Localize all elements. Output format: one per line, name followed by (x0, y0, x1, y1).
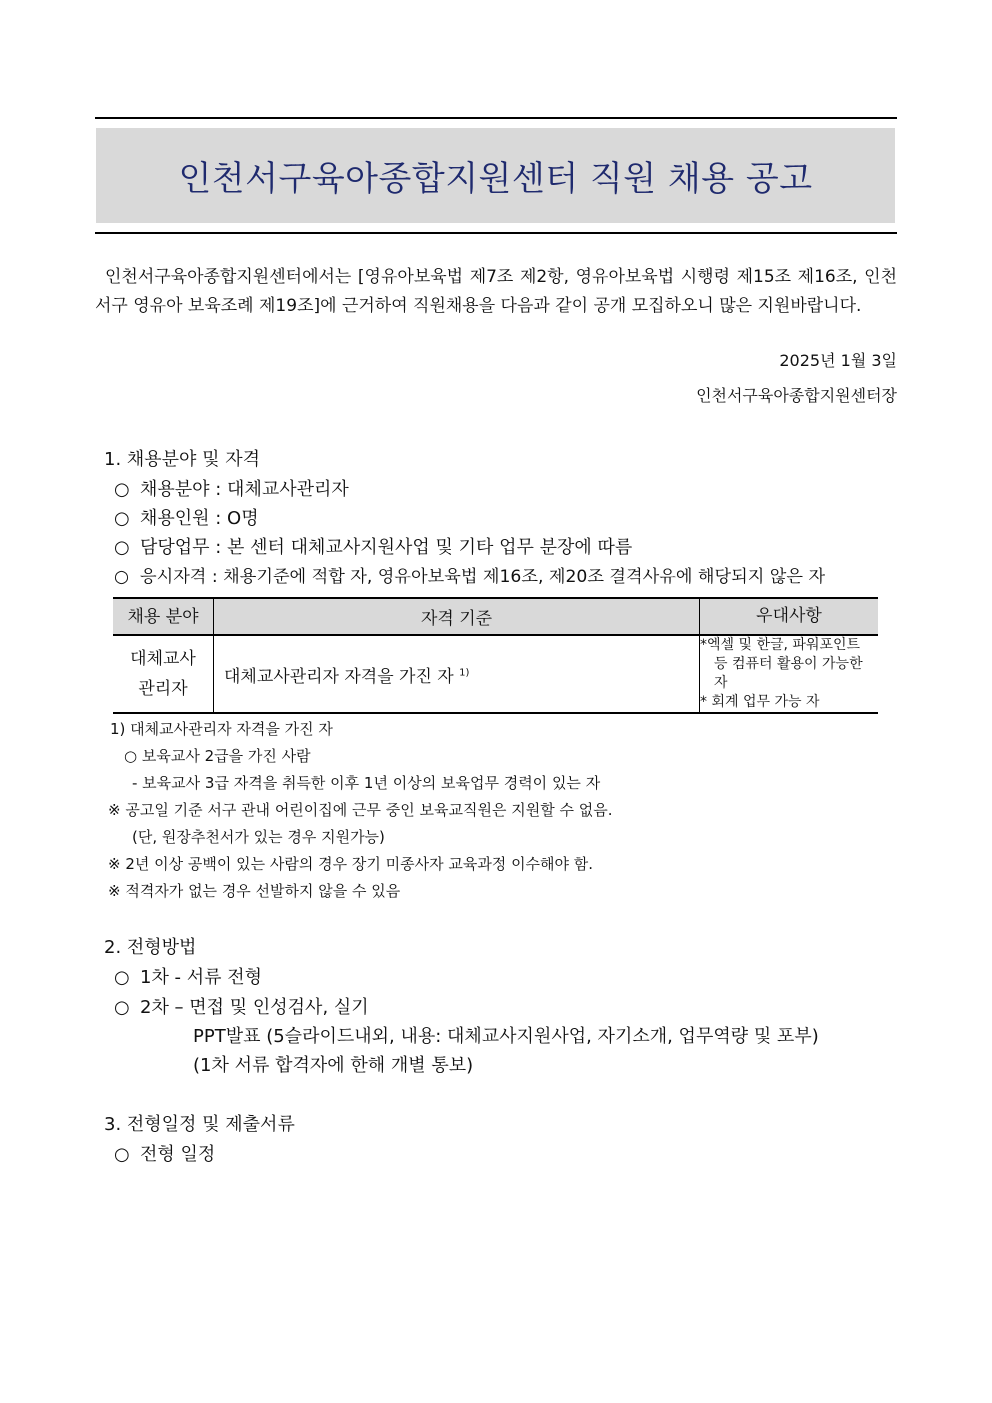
title-bottom-rule (95, 232, 897, 234)
circle-marker: ○ (114, 567, 129, 587)
circle-marker: ○ (114, 537, 130, 558)
item-text: 전형 일정 (140, 1144, 216, 1165)
page-title: 인천서구육아종합지원센터 직원 채용 공고 (178, 159, 813, 199)
item-text: 채용분야 : 대체교사관리자 (140, 479, 349, 500)
table-row (113, 635, 878, 713)
section1-item-duties (114, 533, 632, 559)
item-text: 1차 - 서류 전형 (140, 967, 263, 988)
circle-marker: ○ (114, 997, 130, 1018)
footnote-3: - 보육교사 3급 자격을 취득한 이후 1년 이상의 보육업무 경력이 있는 자 (132, 774, 601, 792)
section3-item-schedule (114, 1140, 215, 1166)
footnote-ref: 1) (459, 666, 470, 678)
table-header-row (113, 598, 878, 635)
cell-preference (700, 635, 879, 713)
preference-line: 등 컴퓨터 활용이 가능한 자 (714, 656, 863, 691)
criteria-text: 대체교사관리자 자격을 가진 자 (224, 666, 454, 687)
preference-line: *엑셀 및 한글, 파워포인트 (700, 637, 861, 653)
section2-sub-ppt: PPT발표 (5슬라이드내외, 내용: 대체교사지원사업, 자기소개, 업무역량 및 포부) (193, 1026, 819, 1047)
section2-sub-notice: (1차 서류 합격자에 한해 개별 통보) (193, 1055, 474, 1076)
section1-item-field (114, 475, 349, 501)
circle-marker: ○ (114, 967, 130, 988)
circle-marker: ○ (114, 1144, 130, 1165)
section2-heading: 2. 전형방법 (104, 937, 197, 958)
circle-marker: ○ (114, 479, 130, 500)
circle-marker: ○ (114, 508, 130, 529)
section1-heading: 1. 채용분야 및 자격 (104, 449, 261, 470)
title-banner (96, 128, 895, 223)
item-text: 2차 – 면접 및 인성검사, 실기 (140, 997, 369, 1018)
section2-item-round2 (114, 993, 369, 1019)
qualification-table (113, 597, 878, 714)
footnote-5: (단, 원장추천서가 있는 경우 지원가능) (132, 828, 385, 846)
item-text: 응시자격 : 채용기준에 적합 자, 영유아보육법 제16조, 제20조 결격사유에 해당되지 않은 자 (140, 567, 826, 587)
signer: 인천서구육아종합지원센터장 (696, 386, 897, 405)
section2-item-round1 (114, 963, 262, 989)
announcement-date: 2025년 1월 3일 (779, 351, 897, 370)
section1-item-headcount (114, 504, 259, 530)
preference-line: * 회계 업무 가능 자 (700, 694, 820, 710)
item-text: 채용인원 : O명 (140, 508, 259, 529)
section3-heading: 3. 전형일정 및 제출서류 (104, 1114, 295, 1135)
header-field: 채용 분야 (113, 598, 214, 635)
field-line: 대체교사 (130, 649, 196, 669)
header-criteria: 자격 기준 (214, 598, 700, 635)
footnote-6: ※ 2년 이상 공백이 있는 사람의 경우 장기 미종사자 교육과정 이수해야 함. (108, 855, 594, 873)
title-top-rule (95, 117, 897, 119)
intro-paragraph: 인천서구육아종합지원센터에서는 [영유아보육법 제7조 제2항, 영유아보육법 시행령 제15조 제16조, 인천 서구 영유아 보육조례 제19조]에 근거하여 직원채용을 다음과 같이 공개 모집하오니 많은 지원바랍니다. (95, 267, 897, 316)
header-preference: 우대사항 (700, 598, 879, 635)
cell-field (113, 635, 214, 713)
footnote-1: 1) 대체교사관리자 자격을 가진 자 (110, 720, 333, 738)
section1-item-eligibility (114, 562, 825, 587)
footnote-2: ○ 보육교사 2급을 가진 사람 (124, 747, 311, 765)
footnote-7: ※ 적격자가 없는 경우 선발하지 않을 수 있음 (108, 882, 401, 900)
field-line: 관리자 (138, 679, 188, 699)
footnote-4: ※ 공고일 기준 서구 관내 어린이집에 근무 중인 보육교직원은 지원할 수 없음. (108, 801, 613, 819)
item-text: 담당업무 : 본 센터 대체교사지원사업 및 기타 업무 분장에 따름 (140, 537, 633, 558)
cell-criteria (214, 635, 700, 713)
